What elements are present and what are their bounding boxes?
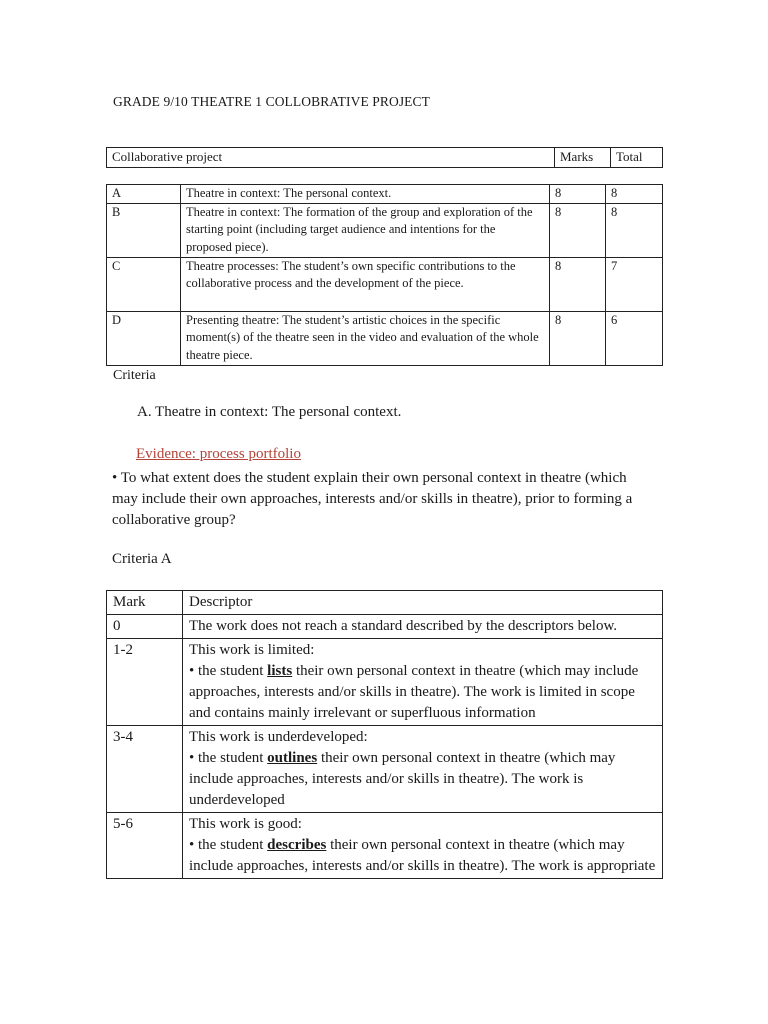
criterion-letter: C <box>107 257 181 311</box>
descriptor-keyword: lists <box>267 663 293 679</box>
table-row <box>107 726 663 813</box>
descriptor-table <box>106 590 663 879</box>
table-row <box>107 203 663 257</box>
table-row <box>107 185 663 204</box>
descriptor-line: The work does not reach a standard described by the descriptors below. <box>189 618 618 634</box>
mark-cell: 0 <box>107 615 183 639</box>
criterion-marks: 8 <box>550 185 606 204</box>
guiding-question: • To what extent does the student explain their own personal context in theatre (which may include their own approaches, interests and/or skills in theatre), prior to forming a collaborative group? <box>112 470 633 528</box>
criterion-a-heading: A. Theatre in context: The personal context. <box>137 404 402 420</box>
descriptor-rest: their own personal context in theatre (which may include approaches, interests and/or skills in theatre). The work is underdeveloped <box>189 750 616 808</box>
table-row <box>107 591 663 615</box>
table-row <box>107 813 663 879</box>
descriptor-header: Descriptor <box>183 591 663 615</box>
table-row <box>107 257 663 311</box>
mark-header: Mark <box>107 591 183 615</box>
descriptor-prefix: • the student <box>189 663 268 679</box>
criterion-description: Theatre in context: The formation of the group and exploration of the starting point (including target audience and intentions for the proposed piece). <box>181 203 550 257</box>
criteria-label: Criteria <box>113 368 156 383</box>
table-row <box>107 615 663 639</box>
mark-cell: 1-2 <box>107 639 183 726</box>
descriptor-detail <box>189 661 656 724</box>
descriptor-rest: their own personal context in theatre (which may include approaches, interests and/or skills in theatre). The work is appropriate <box>189 837 656 874</box>
criterion-description: Presenting theatre: The student’s artistic choices in the specific moment(s) of the theatre seen in the video and evaluation of the whole theatre piece. <box>181 311 550 365</box>
descriptor-cell <box>183 726 663 813</box>
criterion-total: 6 <box>606 311 663 365</box>
criteria-summary-table <box>106 184 663 366</box>
descriptor-detail <box>189 835 656 877</box>
descriptor-prefix: • the student <box>189 750 268 766</box>
criteria-a-label: Criteria A <box>112 551 172 567</box>
descriptor-detail <box>189 748 656 811</box>
table-row <box>107 639 663 726</box>
mark-cell: 3-4 <box>107 726 183 813</box>
header-marks-cell: Marks <box>555 148 611 168</box>
criterion-total: 8 <box>606 185 663 204</box>
descriptor-line: This work is limited: <box>189 642 315 658</box>
descriptor-keyword: describes <box>267 837 327 853</box>
summary-header-table <box>106 147 663 168</box>
criterion-total: 8 <box>606 203 663 257</box>
mark-cell: 5-6 <box>107 813 183 879</box>
header-total-cell: Total <box>611 148 663 168</box>
evidence-link[interactable]: Evidence: process portfolio <box>136 446 301 462</box>
header-label-cell: Collaborative project <box>107 148 555 168</box>
descriptor-prefix: • the student <box>189 837 268 853</box>
descriptor-keyword: outlines <box>267 750 318 766</box>
descriptor-cell <box>183 615 663 639</box>
criterion-marks: 8 <box>550 203 606 257</box>
criterion-letter: B <box>107 203 181 257</box>
criterion-marks: 8 <box>550 257 606 311</box>
descriptor-cell <box>183 639 663 726</box>
criterion-marks: 8 <box>550 311 606 365</box>
descriptor-rest: their own personal context in theatre (which may include approaches, interests and/or skills in theatre). The work is limited in scope and contains mainly irrelevant or superfluous information <box>189 663 639 721</box>
table-row <box>107 148 663 168</box>
descriptor-line: This work is good: <box>189 816 302 832</box>
table-row <box>107 311 663 365</box>
criterion-letter: A <box>107 185 181 204</box>
criterion-total: 7 <box>606 257 663 311</box>
descriptor-line: This work is underdeveloped: <box>189 729 368 745</box>
descriptor-cell <box>183 813 663 879</box>
criterion-description: Theatre processes: The student’s own specific contributions to the collaborative process and the development of the piece. <box>181 257 550 311</box>
criterion-description: Theatre in context: The personal context. <box>181 185 550 204</box>
criterion-letter: D <box>107 311 181 365</box>
document-title: GRADE 9/10 THEATRE 1 COLLOBRATIVE PROJECT <box>113 94 430 109</box>
